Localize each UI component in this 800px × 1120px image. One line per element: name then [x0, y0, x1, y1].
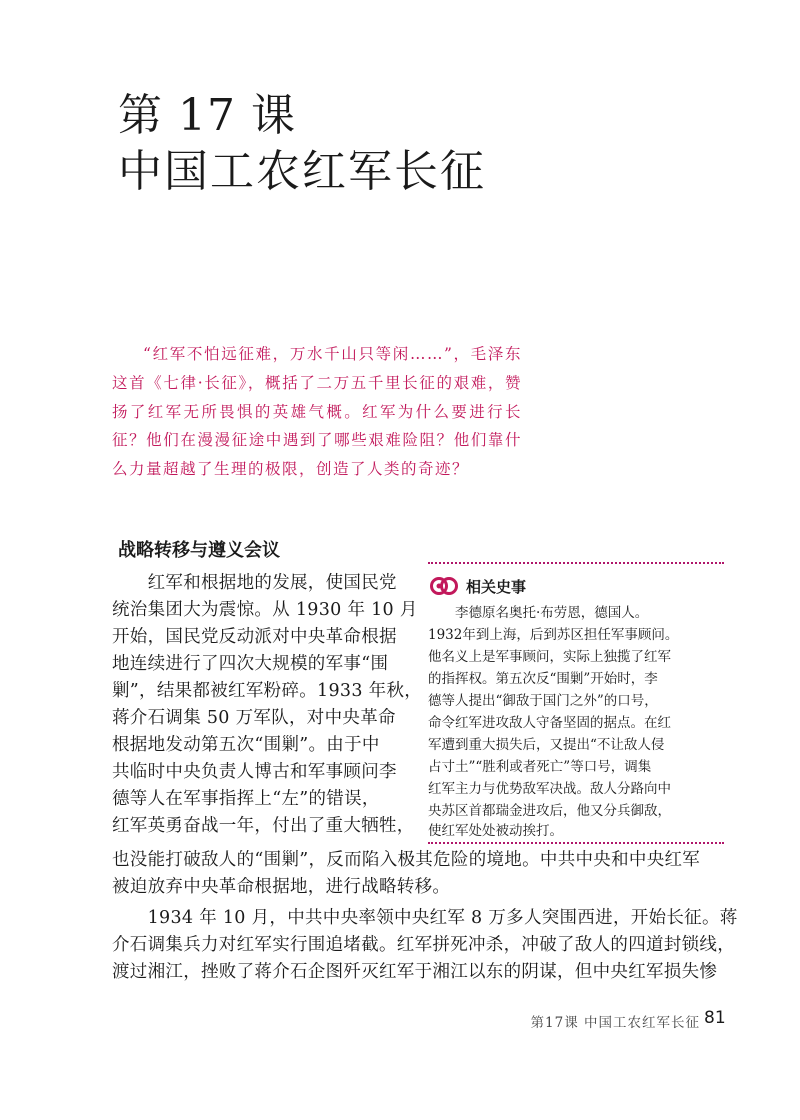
body-line: 德等人在军事指挥上“左”的错误， — [112, 789, 380, 809]
lesson-title: 中国工农红军长征 — [118, 146, 486, 197]
body-line: 渡过湘江，挫败了蒋介石企图歼灭红军于湘江以东的阴谋，但中央红军损失惨 — [112, 962, 718, 982]
body-line: 红军和根据地的发展，使国民党 — [112, 573, 397, 593]
sidebar-line: 他名义上是军事顾问，实际上独揽了红军 — [428, 649, 671, 665]
sidebar-line: 使红军处处被动挨打。 — [428, 823, 563, 839]
section-heading: 战略转移与遵义会议 — [118, 540, 280, 561]
page-number: 81 — [704, 1008, 726, 1028]
sidebar-title: 相关史事 — [466, 578, 527, 596]
sidebar-line: 1932年到上海，后到苏区担任军事顾问。 — [428, 627, 679, 643]
history-swirl-icon — [430, 572, 458, 600]
sidebar-line: 德等人提出“御敌于国门之外”的口号， — [428, 693, 658, 709]
body-line: 开始，国民党反动派对中央革命根据 — [112, 627, 397, 647]
sidebar-line: 命令红军进攻敌人守备坚固的据点。在红 — [428, 715, 671, 731]
body-line: 地连续进行了四次大规模的军事“围 — [112, 654, 389, 674]
body-line: 蒋介石调集 50 万军队，对中央革命 — [112, 708, 396, 728]
sidebar-line: 军遭到重大损失后，又提出“不让敌人侵 — [428, 737, 665, 753]
body-line: 红军英勇奋战一年，付出了重大牺牲， — [112, 816, 415, 836]
body-line: 1934 年 10 月，中共中央率领中央红军 8 万多人突围西进，开始长征。蒋 — [112, 908, 738, 928]
sidebar-line: 占寸土”“胜利或者死亡”等口号，调集 — [428, 759, 652, 775]
body-line: 根据地发动第五次“围剿”。由于中 — [112, 735, 380, 755]
body-line: 统治集团大为震惊。从 1930 年 10 月 — [112, 600, 418, 620]
body-line: 被迫放弃中央革命根据地，进行战略转移。 — [112, 877, 451, 897]
body-line: 剿”，结果都被红军粉碎。1933 年秋， — [112, 681, 423, 701]
body-line: 也没能打破敌人的“围剿”，反而陷入极其危险的境地。中共中央和中央红军 — [112, 850, 701, 870]
footer-lesson-title: 第17课 中国工农红军长征 — [530, 1015, 700, 1031]
sidebar-line: 红军主力与优势敌军决战。敌人分路向中 — [428, 781, 671, 797]
sidebar-line: 央苏区首都瑞金进攻后，他又分兵御敌， — [428, 803, 671, 819]
body-line: 介石调集兵力对红军实行围追堵截。红军拼死冲杀，冲破了敌人的四道封锁线， — [112, 935, 735, 955]
related-history-sidebar — [428, 562, 724, 844]
intro-paragraph: “红军不怕远征难，万水千山只等闲……”，毛泽东这首《七律·长征》，概括了二万五千里长征的艰难，赞扬了红军无所畏惧的英雄气概。红军为什么要进行长征？他们在漫漫征途中遇到了哪些艰难险阻？他们靠什么力量超越了生理的极限，创造了人类的奇迹？ — [112, 345, 522, 479]
sidebar-line: 的指挥权。第五次反“围剿”开始时，李 — [428, 671, 658, 687]
lesson-number: 第 17 课 — [118, 90, 296, 141]
body-line: 共临时中央负责人博古和军事顾问李 — [112, 762, 397, 782]
sidebar-line: 李德原名奥托·布劳恩，德国人。 — [428, 605, 649, 621]
